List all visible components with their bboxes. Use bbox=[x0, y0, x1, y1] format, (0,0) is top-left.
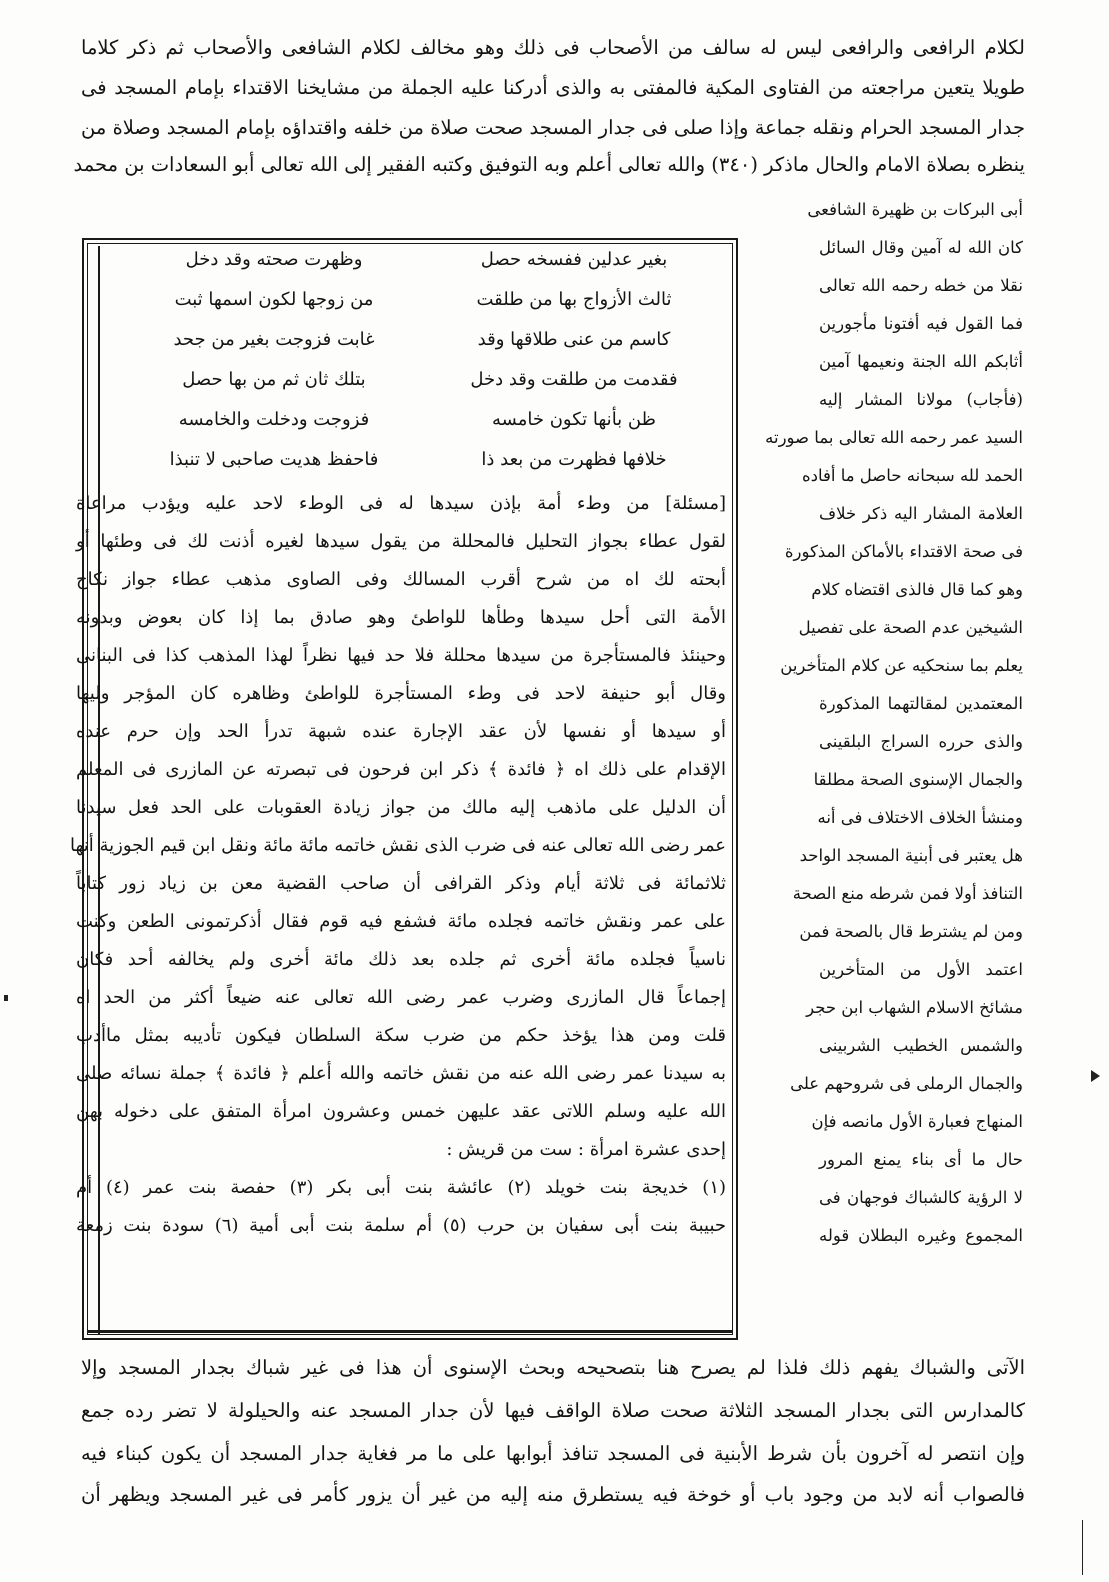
side-text-line: السيد عمر رحمه الله تعالى بما صورته bbox=[765, 428, 1023, 447]
inner-text-line: وقال أبو حنيفة لاحد فى وطء المستأجرة للواطئ وظاهره كان المؤجر وليها bbox=[76, 683, 726, 704]
inner-text-line: ناسياً فجلده مائة أخرى ثم جلده بعد ذلك مائة أخرى ولم يخالفه أحد فكان bbox=[76, 949, 726, 970]
side-text-line: والجمال الرملى فى شروحهم على bbox=[790, 1074, 1023, 1093]
side-text-line: هل يعتبر فى أبنية المسجد الواحد bbox=[799, 846, 1023, 865]
side-text-line: فى صحة الاقتداء بالأماكن المذكورة bbox=[784, 542, 1023, 561]
side-text-line: أبى البركات بن ظهيرة الشافعى bbox=[807, 200, 1023, 219]
side-text-line: ومنشأ الخلاف الاختلاف فى أنه bbox=[817, 808, 1023, 827]
side-text-line: أثابكم الله الجنة ونعيمها آمين bbox=[819, 352, 1023, 371]
side-text-line: نقلا من خطه رحمه الله تعالى bbox=[819, 276, 1023, 295]
poem-hemistich-right: بغير عدلين ففسخه حصل bbox=[480, 249, 668, 270]
top-text-line: لكلام الرافعى والرافعى ليس له سالف من الأصحاب فى ذلك وهو مخالف لكلام الشافعى والأصحاب ثم ذكر كلاما bbox=[81, 36, 1025, 59]
side-text-line: والشمس الخطيب الشربينى bbox=[819, 1036, 1023, 1055]
scan-edge-line bbox=[1082, 1520, 1083, 1575]
inner-text-line: أو سيدها أو نفسها لأن عقد الإجارة عنده شبهة تدرأ الحد وإن حرم عنده bbox=[76, 721, 726, 742]
side-text-line: ومن لم يشترط قال بالصحة فمن bbox=[799, 922, 1023, 941]
side-text-line: المجموع وغيره البطلان قوله bbox=[819, 1226, 1023, 1245]
scan-mark-left bbox=[4, 995, 8, 1001]
side-text-line: اعتمد الأول من المتأخرين bbox=[819, 960, 1023, 979]
inner-text-line: وحينئذ فالمستأجرة من سيدها محللة فلا حد فيها نظراً لهذا المذهب كذا فى البنانى bbox=[76, 645, 726, 666]
inner-text-line: الله عليه وسلم اللاتى عقد عليهن خمس وعشرون امرأة المتفق على دخوله بهن bbox=[76, 1101, 726, 1122]
poem-hemistich-right: كاسم من عنى طلاقها وقد bbox=[477, 329, 671, 350]
bottom-text-line: فالصواب أنه لابد من وجود باب أو خوخة فيه يستطرق منه إليه من غير أن يزور كأمر فى غير المسجد ويظهر أن bbox=[81, 1483, 1025, 1506]
poem-hemistich-left: فزوجت ودخلت والخامسه bbox=[178, 409, 370, 430]
inner-text-line: إجماعاً قال المازرى وضرب عمر رضى الله تعالى عنه ضيعاً أكثر من الحد اه bbox=[76, 987, 726, 1008]
side-text-line: يعلم بما سنحكيه عن كلام المتأخرين bbox=[780, 656, 1023, 675]
inner-text-line: أبحته لك اه من شرح أقرب المسالك وفى الصاوى مذهب عطاء جواز نكاح bbox=[76, 569, 726, 590]
side-text-line: لا الرؤية كالشباك فوجهان فى bbox=[819, 1188, 1023, 1207]
side-text-line: الحمد لله سبحانه حاصل ما أفاده bbox=[801, 466, 1023, 485]
poem-hemistich-right: ثالث الأزواج بها من طلقت bbox=[476, 289, 672, 310]
bottom-text-line: الآتى والشباك يفهم ذلك فلذا لم يصرح هنا بتصحيحه وبحث الإسنوى أن هذا فى غير شباك بجدار المسجد وإلا bbox=[81, 1356, 1025, 1379]
inner-text-line: عمر رضى الله تعالى عنه فى ضرب الذى نقش خاتمه مائة مائة ونقل ابن قيم الجوزية أنها bbox=[69, 835, 726, 856]
poem-hemistich-left: بتلك ثان ثم من بها حصل bbox=[182, 369, 366, 390]
side-text-line: وهو كما قال فالذى اقتضاه كلام bbox=[811, 580, 1023, 599]
inner-text-line: [مسئلة] من وطء أمة بإذن سيدها له فى الوطء لاحد عليه ويؤدب مراعاة bbox=[76, 493, 726, 514]
side-text-line: كان الله له آمين وقال السائل bbox=[819, 238, 1023, 257]
side-text-line: العلامة المشار اليه ذكر خلاف bbox=[819, 504, 1023, 523]
side-text-line: المعتمدين لمقالتهما المذكورة bbox=[819, 694, 1023, 713]
inner-text-line: إحدى عشرة امرأة : ست من قريش : bbox=[446, 1139, 726, 1160]
bottom-text-line: كالمدارس التى بجدار المسجد الثلاثة صحت صلاة الواقف فيها لأن جدار المسجد عنه والحيلولة لا تضر رده جمع bbox=[81, 1399, 1025, 1422]
inner-text-line: الأمة التى أحل سيدها وطأها للواطئ وهو صادق بما إذا كان بعوض وبدونه bbox=[76, 607, 726, 628]
bottom-text-line: وإن انتصر له آخرون بأن شرط الأبنية فى المسجد تنافذ أبوابها على ما مر فغاية جدار المسجد أن يكون كبناء فيه bbox=[81, 1442, 1025, 1465]
poem-hemistich-right: فقدمت من طلقت وقد دخل bbox=[470, 369, 678, 390]
inner-text-line: ثلاثمائة فى ثلاثة أيام وذكر القرافى أن صاحب القضية معن بن زياد زور كتاباً bbox=[76, 873, 726, 894]
side-text-line: فما القول فيه أفتونا مأجورين bbox=[819, 314, 1023, 333]
frame-bottom-rule bbox=[87, 1330, 733, 1333]
poem-hemistich-left: من زوجها لكون اسمها ثبت bbox=[174, 289, 374, 310]
inner-text-line: الإقدام على ذلك اه ﴿ فائدة ﴾ ذكر ابن فرحون فى تبصرته عن المازرى فى المعلم bbox=[76, 759, 726, 780]
inner-text-line: على عمر ونقش خاتمه فجلده مائة فشفع فيه قوم فقال أذكرتمونى الطعن وكنت bbox=[76, 911, 726, 932]
side-text-line: المنهاج فعبارة الأول مانصه فإن bbox=[811, 1112, 1023, 1131]
inner-text-line: قلت ومن هذا يؤخذ حكم من ضرب سكة السلطان فيكون تأديبه بمثل ماأدب bbox=[76, 1025, 726, 1046]
side-text-line: (فأجاب) مولانا المشار إليه bbox=[819, 390, 1023, 409]
side-text-line: والذى حرره السراج البلقينى bbox=[819, 732, 1023, 751]
inner-text-line: أن الدليل على ماذهب إليه مالك من جواز زيادة العقوبات على الحد فعل سيدنا bbox=[76, 797, 726, 818]
top-text-line: ينظره بصلاة الامام والحال ماذكر (٣٤٠) والله تعالى أعلم وبه التوفيق وكتبه الفقير إلى الله تعالى أبو السعادات بن محمد bbox=[73, 153, 1025, 176]
poem-hemistich-right: خلافها فظهرت من بعد ذا bbox=[481, 449, 667, 470]
side-text-line: الشيخين عدم الصحة على تفصيل bbox=[798, 618, 1023, 637]
side-text-line: التنافذ أولا فمن شرطه منع الصحة bbox=[792, 884, 1023, 903]
side-text-line: مشائخ الاسلام الشهاب ابن حجر bbox=[806, 998, 1023, 1017]
inner-text-line: (١) خديجة بنت خويلد (٢) عائشة بنت أبى بكر (٣) حفصة بنت عمر (٤) أم bbox=[76, 1177, 727, 1198]
inner-text-line: به سيدنا عمر رضى الله عنه من نقش خاتمه والله أعلم ﴿ فائدة ﴾ جملة نسائه صلى bbox=[76, 1063, 726, 1084]
side-text-line: حال ما أى بناء يمنع المرور bbox=[819, 1150, 1023, 1169]
inner-text-line: لقول عطاء بجواز التحليل فالمحللة من يقول سيدها لغيره أذنت لك فى وطئها أو bbox=[76, 531, 726, 552]
poem-hemistich-left: غابت فزوجت بغير من جحد bbox=[173, 329, 375, 350]
frame-left-rule bbox=[98, 246, 100, 1334]
poem-hemistich-left: وظهرت صحته وقد دخل bbox=[185, 249, 363, 270]
poem-hemistich-left: فاحفظ هديت صاحبى لا تنبذا bbox=[169, 449, 379, 470]
inner-text-line: حبيبة بنت أبى سفيان بن حرب (٥) أم سلمة بنت أبى أمية (٦) سودة بنت زمعة bbox=[76, 1215, 726, 1236]
top-text-line: جدار المسجد الحرام ونقله جماعة وإذا صلى فى جدار المسجد صحت صلاة من خلفه واقتداؤه بإمام المسجد وصلاة من bbox=[81, 116, 1025, 139]
side-text-line: والجمال الإسنوى الصحة مطلقا bbox=[813, 770, 1023, 789]
poem-hemistich-right: ظن بأنها تكون خامسه bbox=[492, 409, 656, 430]
top-text-line: طويلا يتعين مراجعته من الفتاوى المكية فالمفتى به والذى أدركنا عليه الجملة من مشايخنا الاقتداء بإمام المسجد فى bbox=[81, 76, 1025, 99]
scan-marker-arrow bbox=[1091, 1070, 1100, 1082]
